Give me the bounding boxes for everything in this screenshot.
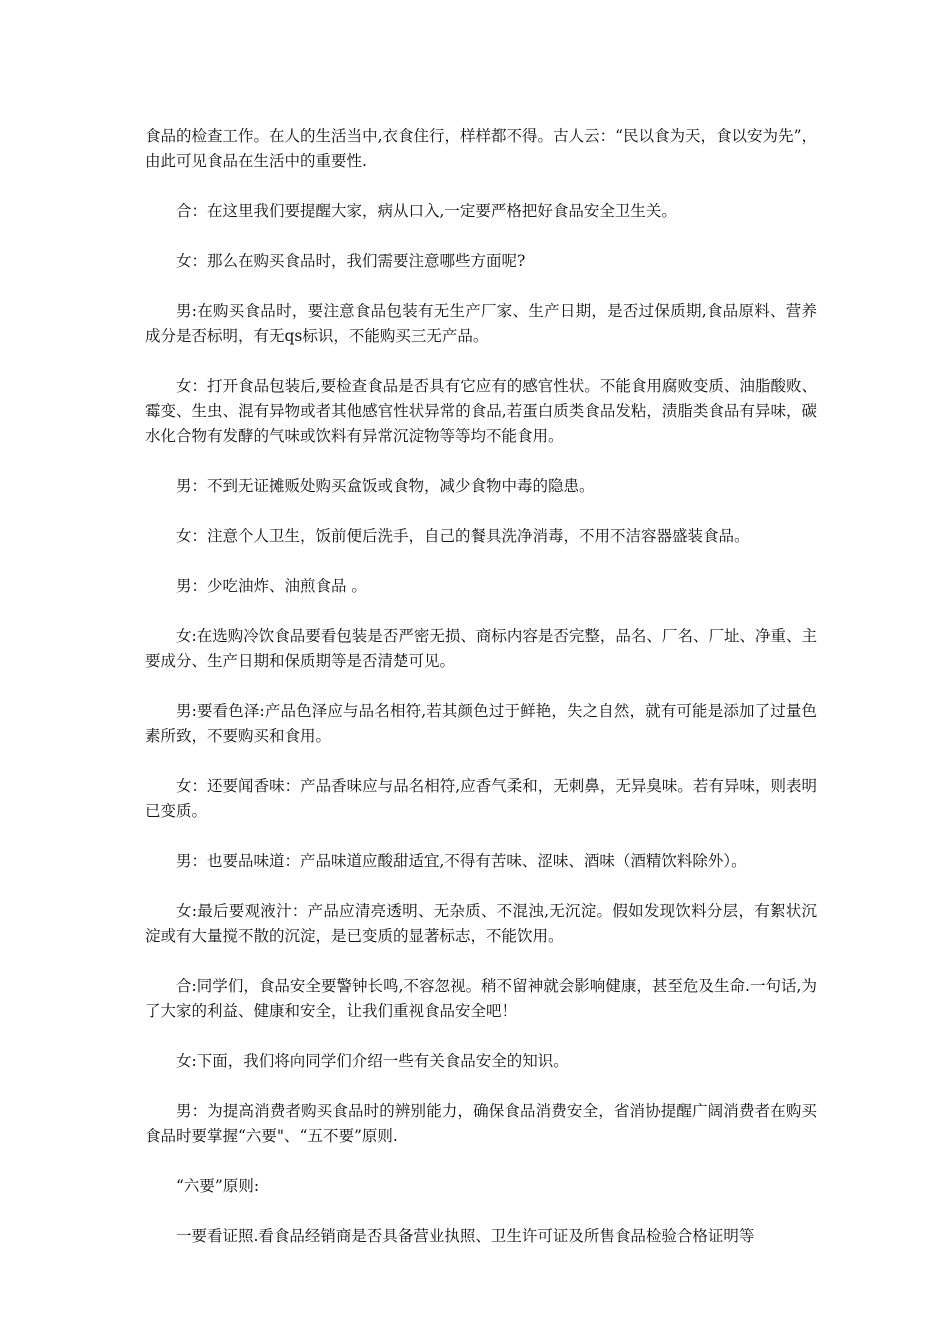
- paragraph: 女：那么在购买食品时，我们需要注意哪些方面呢?: [176, 252, 526, 270]
- paragraph: 女：还要闻香味：产品香味应与品名相符,应香气柔和，无刺鼻，无异臭味。若有异味，则表明已变质。: [145, 777, 817, 820]
- paragraph: 合:同学们，食品安全要警钟长鸣,不容忽视。稍不留神就会影响健康，甚至危及生命.一句话,为了大家的利益、健康和安全，让我们重视食品安全吧！: [145, 977, 817, 1020]
- paragraph: 一要看证照.看食品经销商是否具备营业执照、卫生许可证及所售食品检验合格证明等: [176, 1227, 755, 1245]
- paragraph-intro: 食品的检查工作。在人的生活当中,衣食住行，样样都不得。古人云：“民以食为天，食以安为先”，由此可见食品在生活中的重要性.: [145, 127, 817, 170]
- paragraph: 男:在购买食品时，要注意食品包装有无生产厂家、生产日期，是否过保质期,食品原料、营养成分是否标明，有无qs标识，不能购买三无产品。: [145, 302, 817, 345]
- paragraph: 合：在这里我们要提醒大家，病从口入,一定要严格把好食品安全卫生关。: [176, 202, 677, 220]
- paragraph: 女：打开食品包装后,要检查食品是否具有它应有的感官性状。不能食用腐败变质、油脂酸败、霉变、生虫、混有异物或者其他感官性状异常的食品,若蛋白质类食品发粘，渍脂类食品有异味，碳水化合物有发酵的气味或饮料有异常沉淀物等等均不能食用。: [145, 377, 817, 445]
- paragraph: 男：不到无证摊贩处购买盒饭或食物，减少食物中毒的隐患。: [176, 477, 595, 495]
- section-heading: “六要”原则:: [176, 1177, 260, 1195]
- paragraph: 男：也要品味道：产品味道应酸甜适宜,不得有苦味、涩味、酒味（酒精饮料除外）。: [176, 852, 747, 870]
- document-body: [145, 124, 817, 1274]
- paragraph: 女:下面，我们将向同学们介绍一些有关食品安全的知识。: [176, 1052, 569, 1070]
- paragraph: 女：注意个人卫生，饭前便后洗手，自己的餐具洗净消毒，不用不洁容器盛装食品。: [176, 527, 750, 545]
- paragraph: 男：为提高消费者购买食品时的辨别能力，确保食品消费安全，省消协提醒广阔消费者在购买食品时要掌握“六要"、“五不要”原则.: [145, 1102, 817, 1145]
- paragraph: 男:要看色泽:产品色泽应与品名相符,若其颜色过于鲜艳，失之自然，就有可能是添加了过量色素所致，不要购买和食用。: [145, 702, 817, 745]
- paragraph: 男：少吃油炸、油煎食品 。: [176, 577, 367, 595]
- paragraph: 女:在选购冷饮食品要看包装是否严密无损、商标内容是否完整，品名、厂名、厂址、净重、主要成分、生产日期和保质期等是否清楚可见。: [145, 627, 817, 670]
- paragraph: 女:最后要观液汁：产品应清亮透明、无杂质、不混浊,无沉淀。假如发现饮料分层，有絮状沉淀或有大量搅不散的沉淀，是已变质的显著标志，不能饮用。: [145, 902, 817, 945]
